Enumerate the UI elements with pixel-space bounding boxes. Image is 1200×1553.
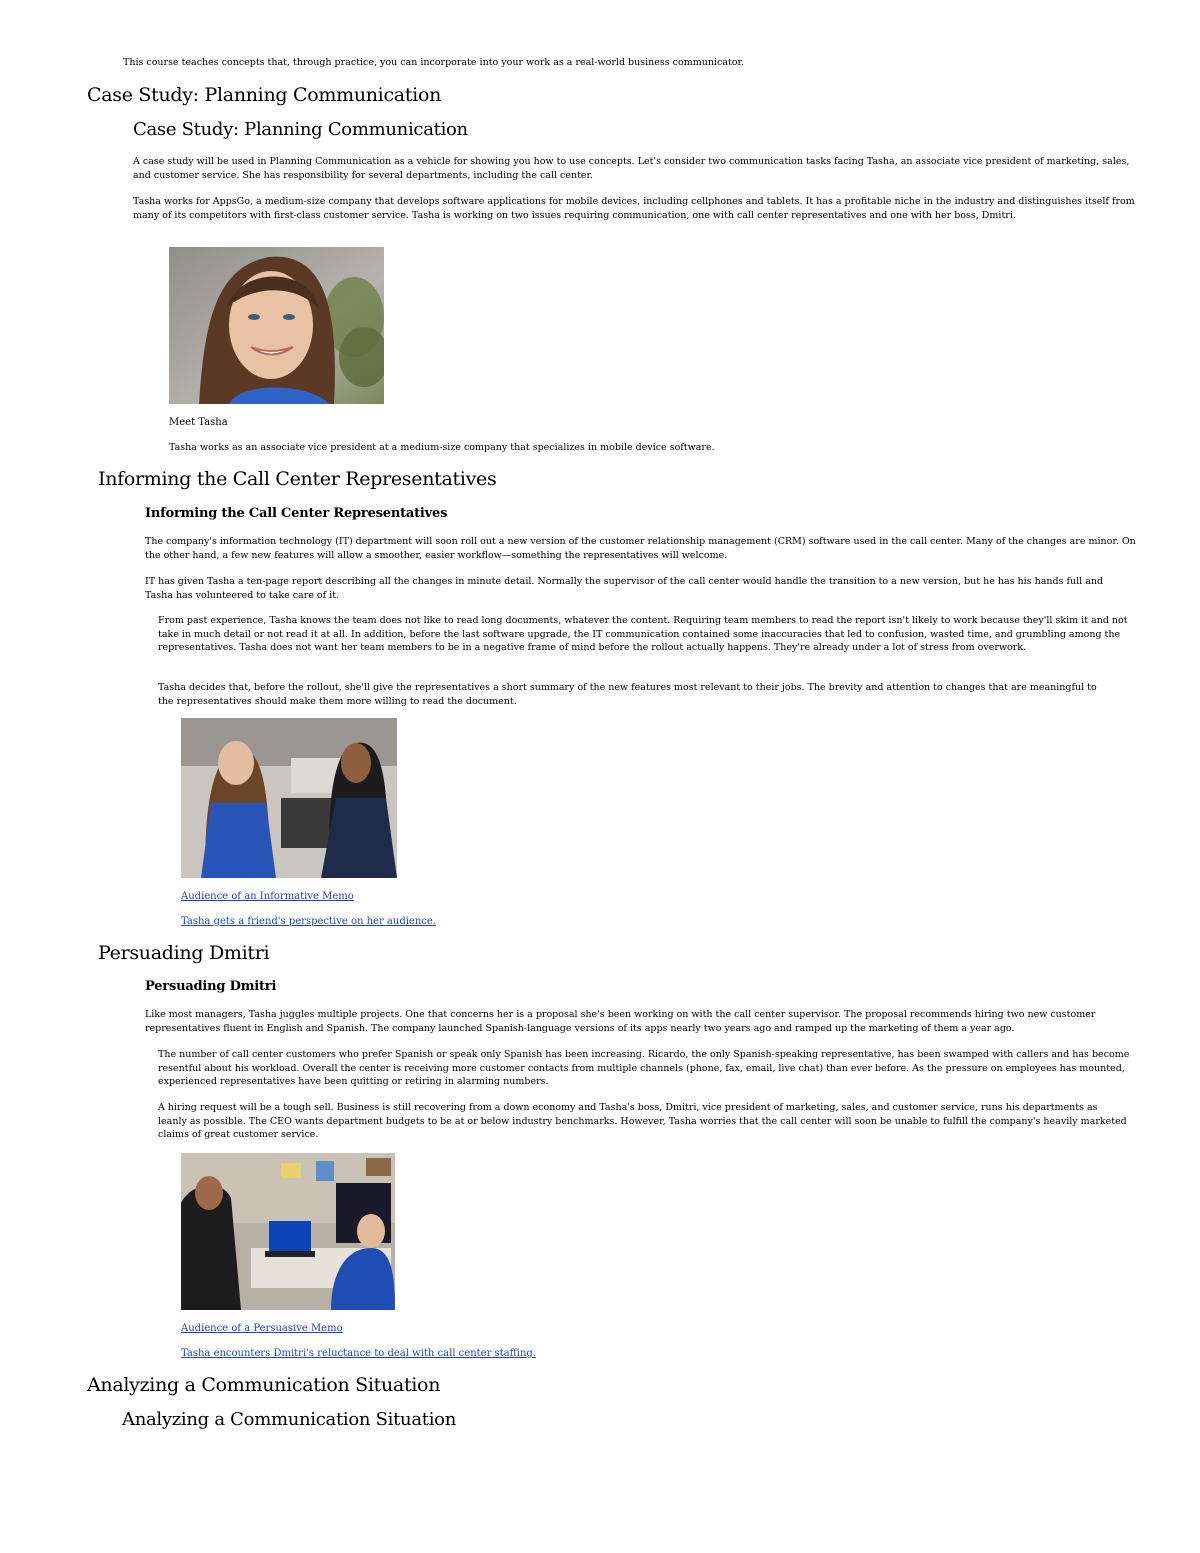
figure-title-meet-tasha: Meet Tasha: [169, 417, 228, 428]
analyzing-heading: Analyzing a Communication Situation: [87, 1374, 441, 1396]
case-study-paragraph-2: Tasha works for AppsGo, a medium-size company that develops software applications for mobile devices, including cellphones and tablets. It has a profitable niche in the industry and distinguishes itself from many of its competitors with first-class customer service. Tasha is working on two issues requiring communication, one with call center representatives and one with her boss, Dmitri.: [133, 196, 1135, 221]
tasha-talking-photo: [181, 718, 397, 878]
informing-paragraph-1: The company's information technology (IT) department will soon roll out a new version of the customer relationship management (CRM) software used in the call center. Many of the changes are minor. On the other hand, a few new features will allow a smoother, easier workflow—something the representatives will welcome.: [145, 536, 1136, 561]
case-study-subheading: Case Study: Planning Communication: [133, 119, 468, 140]
audience-informative-memo-link[interactable]: Audience of an Informative Memo: [181, 891, 354, 902]
tasha-dmitri-photo: [181, 1153, 395, 1310]
informing-paragraph-3: From past experience, Tasha knows the team does not like to read long documents, whatever the content. Requiring team members to read the report isn't likely to work because they'll skim it and not take in much detail or not read it at all. In addition, before the last software upgrade, the IT communication contained some inaccuracies that led to confusion, wasted time, and grumbling among the representatives. Tasha does not want her team members to be in a negative frame of mind before the rollout actually happens. They're already under a lot of stress from overwork.: [158, 615, 1128, 654]
persuading-subheading: Persuading Dmitri: [145, 979, 277, 994]
audience-persuasive-memo-link[interactable]: Audience of a Persuasive Memo: [181, 1323, 343, 1334]
persuading-paragraph-3: A hiring request will be a tough sell. Business is still recovering from a down economy and Tasha's boss, Dmitri, vice president of marketing, sales, and customer service, runs his departments as leanly as possible. The CEO wants department budgets to be at or below industry benchmarks. However, Tasha worries that the call center will soon be unable to fulfill the company's heavily marketed claims of great customer service.: [158, 1102, 1127, 1141]
informing-heading: Informing the Call Center Representatives: [98, 468, 497, 490]
informing-paragraph-2: IT has given Tasha a ten-page report describing all the changes in minute detail. Normally the supervisor of the call center would handle the transition to a new version, but he has his hands full and Tasha has volunteered to take care of it.: [145, 576, 1104, 601]
informing-subheading: Informing the Call Center Representatives: [145, 506, 448, 521]
persuading-heading: Persuading Dmitri: [98, 942, 270, 964]
analyzing-subheading: Analyzing a Communication Situation: [122, 1409, 456, 1430]
case-study-heading: Case Study: Planning Communication: [87, 84, 442, 106]
informing-paragraph-4: Tasha decides that, before the rollout, she'll give the representatives a short summary of the new features most relevant to their jobs. The brevity and attention to changes that are meaningful to the representatives should make them more willing to read the document.: [158, 682, 1097, 707]
case-study-paragraph-1: A case study will be used in Planning Communication as a vehicle for showing you how to use concepts. Let's consider two communication tasks facing Tasha, an associate vice president of marketing, sales, and customer service. She has responsibility for several departments, including the call center.: [133, 156, 1130, 181]
audience-informative-memo-caption-link[interactable]: Tasha gets a friend's perspective on her audience.: [181, 916, 436, 927]
figure-caption-meet-tasha: Tasha works as an associate vice president at a medium-size company that specializes in mobile device software.: [169, 442, 715, 453]
persuading-paragraph-1: Like most managers, Tasha juggles multiple projects. One that concerns her is a proposal she's been working on with the call center supervisor. The proposal recommends hiring two new customer representatives fluent in English and Spanish. The company launched Spanish-language versions of its apps nearly two years ago and ramped up the marketing of them a year ago.: [145, 1009, 1096, 1034]
intro-text: This course teaches concepts that, through practice, you can incorporate into your work as a real-world business communicator.: [123, 57, 745, 68]
audience-persuasive-memo-caption-link[interactable]: Tasha encounters Dmitri's reluctance to deal with call center staffing.: [181, 1348, 536, 1359]
tasha-portrait-photo: [169, 247, 384, 404]
persuading-paragraph-2: The number of call center customers who prefer Spanish or speak only Spanish has been increasing. Ricardo, the only Spanish-speaking representative, has been swamped with callers and has become resentful about his workload. Overall the center is receiving more customer contacts from multiple channels (phone, fax, email, live chat) than ever before. As the pressure on employees has mounted, experienced representatives have been quitting or retiring in alarming numbers.: [158, 1049, 1130, 1088]
